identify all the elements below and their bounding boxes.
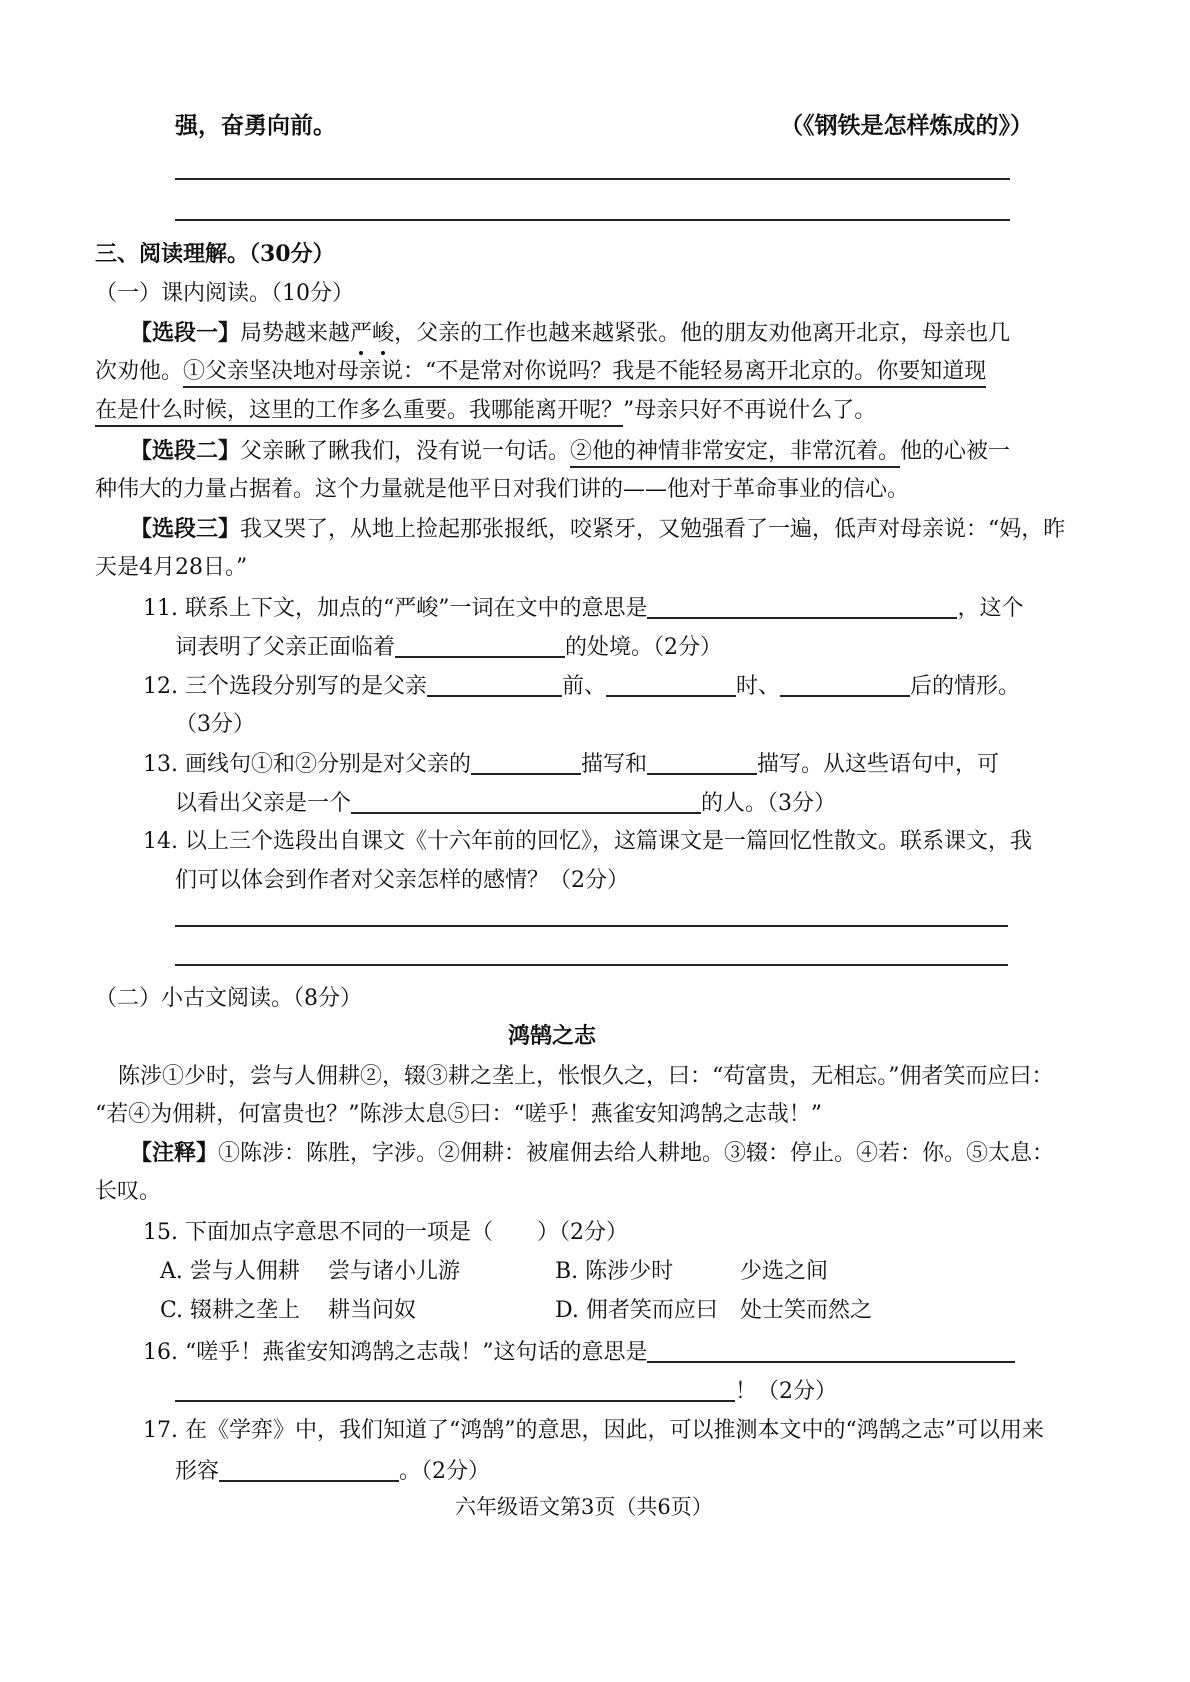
question-17-cont: 形容 。（2分） xyxy=(175,1459,491,1484)
option-d-1[interactable]: D. 佣者笑而应曰 xyxy=(555,1298,718,1323)
passage-3-line-2: 天是4月28日。” xyxy=(95,555,248,580)
question-14-cont: 们可以体会到作者对父亲怎样的感情？（2分） xyxy=(175,868,629,893)
answer-blank[interactable] xyxy=(647,597,957,619)
source-citation: （《钢铁是怎样炼成的》） xyxy=(780,112,1033,139)
section-title: 三、阅读理解。（30分） xyxy=(95,241,335,267)
carryover-text: 强，奋勇向前。 xyxy=(175,112,336,139)
passage-2-line-2: 种伟大的力量占据着。这个力量就是他平日对我们讲的——他对于革命事业的信心。 xyxy=(95,477,910,502)
passage-tag: 【选段三】 xyxy=(130,516,241,542)
classical-text-line-2: “若④为佣耕，何富贵也？”陈涉太息⑤曰：“嗟乎！燕雀安知鸿鹄之志哉！” xyxy=(95,1102,822,1127)
option-a-2: 尝与诸小儿游 xyxy=(328,1259,461,1284)
underlined-sentence-1: ①父亲坚决地对母亲说：“不是常对你说吗？我是不能轻易离开北京的。你要知道现 xyxy=(183,359,986,388)
option-b-1[interactable]: B. 陈涉少时 xyxy=(555,1259,674,1284)
question-17: 17. 在《学弈》中，我们知道了“鸿鹄”的意思，因此，可以推测本文中的“鸿鹄之志”可以用来 xyxy=(143,1418,1044,1443)
question-11: 11. 联系上下文，加点的“严峻”一词在文中的意思是 ，这个 xyxy=(143,596,1024,621)
question-15: 15. 下面加点字意思不同的一项是（ ）（2分） xyxy=(143,1220,628,1245)
passage-tag: 【选段一】 xyxy=(130,320,241,346)
subsection-title: （二）小古文阅读。（8分） xyxy=(95,986,362,1011)
passage-2-line-1: 【选段二】父亲瞅了瞅我们，没有说一句话。②他的神情非常安定，非常沉着。他的心被一 xyxy=(130,440,1010,463)
answer-blank[interactable] xyxy=(780,675,910,697)
answer-blank[interactable] xyxy=(647,1341,1015,1363)
question-14: 14. 以上三个选段出自课文《十六年前的回忆》，这篇课文是一篇回忆性散文。联系课文，我 xyxy=(143,829,1032,854)
question-12-score: （3分） xyxy=(175,712,255,737)
answer-line xyxy=(175,178,1010,180)
answer-blank[interactable] xyxy=(647,753,757,775)
answer-blank[interactable] xyxy=(395,636,565,658)
passage-1-line-1: 【选段一】局势越来越严峻，父亲的工作也越来越紧张。他的朋友劝他离开北京，母亲也几 xyxy=(130,320,1011,346)
annotation-line-1: 【注释】①陈涉：陈胜，字涉。②佣耕：被雇佣去给人耕地。③辍：停止。④若：你。⑤太息： xyxy=(130,1140,1055,1166)
answer-blank[interactable] xyxy=(175,1380,735,1402)
dotted-char: 峻 xyxy=(372,321,395,346)
question-11-cont: 词表明了父亲正面临着 的处境。（2分） xyxy=(175,635,723,660)
option-c-1[interactable]: C. 辍耕之垄上 xyxy=(160,1298,301,1323)
answer-blank[interactable] xyxy=(219,1460,399,1482)
answer-line xyxy=(175,925,1008,927)
page-footer: 六年级语文第3页（共6页） xyxy=(455,1495,713,1519)
option-a-1[interactable]: A. 尝与人佣耕 xyxy=(160,1259,300,1284)
classical-text-title: 鸿鹄之志 xyxy=(508,1023,597,1049)
question-13: 13. 画线句①和②分别是对父亲的 描写和 描写。从这些语句中，可 xyxy=(143,752,1000,777)
question-16-cont: ！（2分） xyxy=(175,1380,837,1403)
option-c-2: 耕当问奴 xyxy=(328,1298,417,1323)
answer-blank[interactable] xyxy=(351,792,701,814)
answer-line xyxy=(175,964,1008,966)
answer-blank[interactable] xyxy=(606,675,736,697)
question-13-cont: 以看出父亲是一个 的人。（3分） xyxy=(175,791,837,816)
underlined-sentence-1-cont: 在是什么时候，这里的工作多么重要。我哪能离开呢？ xyxy=(95,398,623,427)
passage-3-line-1: 【选段三】我又哭了，从地上捡起那张报纸，咬紧牙，又勉强看了一遍，低声对母亲说：“妈，昨 xyxy=(130,516,1066,542)
annotation-tag: 【注释】 xyxy=(130,1140,219,1166)
dotted-char: 严 xyxy=(350,321,373,346)
passage-tag: 【选段二】 xyxy=(130,438,241,464)
subsection-title: （一）课内阅读。（10分） xyxy=(95,281,354,306)
answer-blank[interactable] xyxy=(471,753,581,775)
answer-line xyxy=(175,219,1010,221)
passage-1-line-2: 次劝他。①父亲坚决地对母亲说：“不是常对你说吗？我是不能轻易离开北京的。你要知道现 xyxy=(95,361,986,383)
question-12: 12. 三个选段分别写的是父亲 前、 时、 后的情形。 xyxy=(143,674,1021,699)
passage-1-line-3: 在是什么时候，这里的工作多么重要。我哪能离开呢？”母亲只好不再说什么了。 xyxy=(95,400,876,422)
answer-blank[interactable] xyxy=(427,675,562,697)
annotation-line-2: 长叹。 xyxy=(95,1179,162,1204)
option-d-2: 处士笑而然之 xyxy=(740,1298,873,1323)
question-16: 16. “嗟乎！燕雀安知鸿鹄之志哉！”这句话的意思是 xyxy=(143,1341,1015,1364)
classical-text-line-1: 陈涉①少时，尝与人佣耕②，辍③耕之垄上，怅恨久之，曰：“苟富贵，无相忘。”佣者笑而应曰： xyxy=(118,1064,1054,1089)
option-b-2: 少选之间 xyxy=(740,1259,829,1284)
underlined-sentence-2: ②他的神情非常安定，非常沉着。 xyxy=(570,439,900,468)
